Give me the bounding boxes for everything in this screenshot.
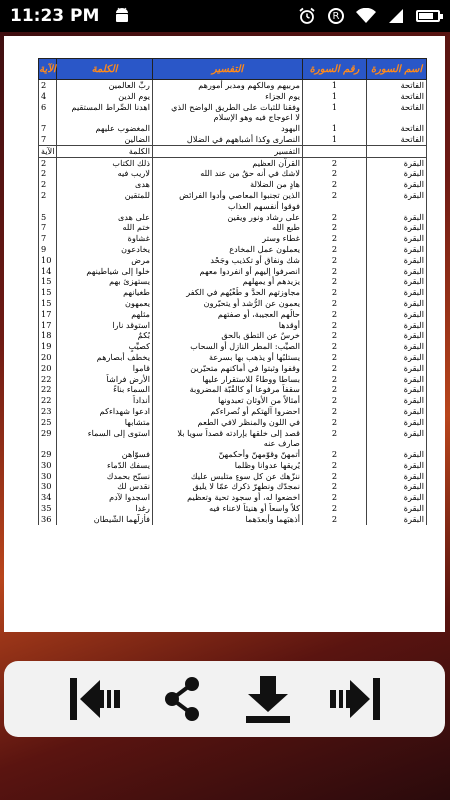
table-cell: المغضوب عليهم	[57, 123, 153, 134]
table-cell: يوم الجزاء	[153, 91, 303, 102]
table-cell: صارف عنه	[153, 438, 303, 449]
table-cell: 29	[39, 428, 57, 439]
header-surah-number: رقم السورة	[303, 59, 367, 80]
table-row	[39, 298, 427, 309]
table-cell: البقرة	[367, 244, 427, 255]
table-row	[39, 222, 427, 233]
table-cell: 2	[303, 449, 367, 460]
table-row	[39, 460, 427, 471]
table-row	[39, 244, 427, 255]
table-cell: مرض	[57, 255, 153, 266]
table-cell	[303, 145, 367, 157]
table-cell: أتمهنّ وقوّمهنّ وأحكمهنّ	[153, 449, 303, 460]
table-cell	[57, 112, 153, 123]
table-cell: قصد إلى خلقها بإرادته قصداً سويا بلا	[153, 428, 303, 439]
table-cell: الفاتحة	[367, 123, 427, 134]
table-cell: ادعوا شهداءكم	[57, 406, 153, 417]
table-cell: طغيانهم	[57, 287, 153, 298]
table-row	[39, 374, 427, 385]
table-cell: البقرة	[367, 352, 427, 363]
table-cell: أوقدها	[153, 320, 303, 331]
table-cell: 4	[39, 91, 57, 102]
table-cell	[39, 201, 57, 212]
table-cell: يعمهون	[57, 298, 153, 309]
alarm-icon	[298, 7, 316, 25]
table-cell	[303, 112, 367, 123]
table-cell: 1	[303, 102, 367, 113]
table-cell: مثلهم	[57, 309, 153, 320]
table-cell	[367, 201, 427, 212]
status-bar	[0, 0, 450, 32]
table-cell: أنداداً	[57, 395, 153, 406]
table-body	[39, 80, 427, 525]
table-cell: الأرض فراشاً	[57, 374, 153, 385]
table-cell: يستهزئ بهم	[57, 276, 153, 287]
bottom-toolbar	[4, 661, 445, 737]
table-cell: 2	[303, 471, 367, 482]
table-cell: 20	[39, 363, 57, 374]
table-cell: 15	[39, 298, 57, 309]
table-row	[39, 309, 427, 320]
download-icon	[244, 674, 292, 724]
table-cell: البقرة	[367, 168, 427, 179]
table-cell: النصارى وكذا أشباههم في الضلال	[153, 134, 303, 145]
table-cell: البقرة	[367, 157, 427, 168]
table-cell: للمتقين	[57, 190, 153, 201]
table-row	[39, 449, 427, 460]
table-cell: هادٍ من الضلالة	[153, 179, 303, 190]
table-cell: فوقوا أنفسهم العذاب	[153, 201, 303, 212]
table-row	[39, 428, 427, 439]
table-cell: 25	[39, 417, 57, 428]
table-cell: البقرة	[367, 374, 427, 385]
table-cell: خلوا إلى شياطينهم	[57, 266, 153, 277]
table-cell: الضالين	[57, 134, 153, 145]
table-cell: 2	[303, 222, 367, 233]
table-cell: الفاتحة	[367, 91, 427, 102]
table-row	[39, 352, 427, 363]
table-cell: 15	[39, 287, 57, 298]
table-cell: 1	[303, 134, 367, 145]
table-cell: 34	[39, 492, 57, 503]
table-cell: البقرة	[367, 190, 427, 201]
table-cell: نقدس لك	[57, 481, 153, 492]
table-cell: يُريقها عدوانا وظلما	[153, 460, 303, 471]
table-cell: خرسٌ عن التطق بالحق	[153, 330, 303, 341]
wifi-icon	[356, 8, 376, 24]
table-cell	[39, 112, 57, 123]
table-cell: شك ونفاق أو تكذيب وجَحْد	[153, 255, 303, 266]
table-cell: 23	[39, 406, 57, 417]
table-cell: بُكمٌ	[57, 330, 153, 341]
previous-icon	[68, 674, 124, 724]
table-cell: يعملون عمل المخادع	[153, 244, 303, 255]
table-cell: البقرة	[367, 233, 427, 244]
table-cell: 18	[39, 330, 57, 341]
table-cell: اليهود	[153, 123, 303, 134]
table-row	[39, 341, 427, 352]
table-cell: متشابها	[57, 417, 153, 428]
table-cell: البقرة	[367, 276, 427, 287]
previous-button[interactable]	[58, 669, 134, 729]
registered-icon: R	[328, 8, 344, 24]
table-cell: 2	[39, 80, 57, 91]
table-cell	[57, 201, 153, 212]
table-cell: 17	[39, 320, 57, 331]
table-cell: 2	[303, 309, 367, 320]
table-cell: 2	[39, 157, 57, 168]
table-cell: قاموا	[57, 363, 153, 374]
table-cell: يخطف أبصارهم	[57, 352, 153, 363]
table-row	[39, 363, 427, 374]
signal-icon	[388, 8, 404, 24]
table-cell: مجاوزتهم الحدَّ و طُغْيُهم في الكفر	[153, 287, 303, 298]
table-cell: البقرة	[367, 471, 427, 482]
table-cell: البقرة	[367, 492, 427, 503]
table-cell: لا اعوجاج فيه وهو الإسلام	[153, 112, 303, 123]
table-cell: 2	[303, 374, 367, 385]
table-cell: وفقنا للثبات على الطريق الواضح الذي	[153, 102, 303, 113]
table-cell: 35	[39, 503, 57, 514]
table-cell: الآية	[39, 145, 57, 157]
table-cell: وقفوا وثبتوا في أماكنهم متحيّرين	[153, 363, 303, 374]
table-cell: 2	[303, 168, 367, 179]
table-cell: 22	[39, 374, 57, 385]
glossary-table	[38, 58, 427, 525]
table-cell: 2	[303, 287, 367, 298]
table-row	[39, 80, 427, 91]
table-cell: 2	[303, 395, 367, 406]
table-cell: اهدنا الصِّراط المستقيم	[57, 102, 153, 113]
table-row	[39, 481, 427, 492]
table-cell: 30	[39, 471, 57, 482]
table-cell: البقرة	[367, 460, 427, 471]
table-cell: طبع الله	[153, 222, 303, 233]
table-row	[39, 145, 427, 157]
table-row	[39, 514, 427, 525]
table-cell: على رشاد ونور ويقين	[153, 212, 303, 223]
table-cell: 2	[303, 266, 367, 277]
table-cell: البقرة	[367, 395, 427, 406]
table-row	[39, 471, 427, 482]
table-row	[39, 384, 427, 395]
table-cell: لاريب فيه	[57, 168, 153, 179]
table-cell: أذهبَهما وأبعدَهما	[153, 514, 303, 525]
table-cell: 2	[39, 168, 57, 179]
table-row	[39, 179, 427, 190]
table-row	[39, 201, 427, 212]
table-cell: على هدى	[57, 212, 153, 223]
table-cell: 22	[39, 395, 57, 406]
table-cell: القرآن العظيم	[153, 157, 303, 168]
download-button[interactable]	[230, 669, 306, 729]
table-row	[39, 212, 427, 223]
table-row	[39, 233, 427, 244]
table-cell: البقرة	[367, 428, 427, 439]
table-row	[39, 406, 427, 417]
table-row	[39, 438, 427, 449]
table-cell: 2	[303, 384, 367, 395]
header-tafsir: التفسير	[153, 59, 303, 80]
header-word: الكلمة	[57, 59, 153, 80]
table-cell: 2	[303, 341, 367, 352]
table-cell: استوقد نارا	[57, 320, 153, 331]
table-cell: 15	[39, 276, 57, 287]
table-cell: 2	[303, 514, 367, 525]
table-cell: 1	[303, 123, 367, 134]
table-row	[39, 190, 427, 201]
table-cell: البقرة	[367, 309, 427, 320]
table-row	[39, 320, 427, 331]
table-cell: ربِّ العالمين	[57, 80, 153, 91]
table-cell	[303, 201, 367, 212]
table-row	[39, 395, 427, 406]
table-cell: 2	[303, 406, 367, 417]
table-cell: 7	[39, 233, 57, 244]
table-cell: 9	[39, 244, 57, 255]
table-cell: البقرة	[367, 222, 427, 233]
table-cell: 2	[303, 179, 367, 190]
table-cell: 2	[303, 276, 367, 287]
table-cell: يخادعون	[57, 244, 153, 255]
table-cell: هدى	[57, 179, 153, 190]
table-cell: مربيهم ومالكهم ومدبر أمورهم	[153, 80, 303, 91]
header-ayah: الآية	[39, 59, 57, 80]
table-row	[39, 330, 427, 341]
table-row	[39, 255, 427, 266]
table-cell: البقرة	[367, 320, 427, 331]
table-cell: أمثالاً من الأوثان تعبدونها	[153, 395, 303, 406]
table-cell: 1	[303, 91, 367, 102]
table-cell: البقرة	[367, 417, 427, 428]
table-cell: البقرة	[367, 503, 427, 514]
table-cell: اخضعوا له، أو سجود تحية وتعظيم	[153, 492, 303, 503]
table-cell	[367, 145, 427, 157]
table-row	[39, 287, 427, 298]
table-cell	[367, 112, 427, 123]
next-button[interactable]	[316, 669, 392, 729]
table-cell: 2	[303, 492, 367, 503]
table-cell: البقرة	[367, 481, 427, 492]
table-cell: كصيِّبٍ	[57, 341, 153, 352]
table-row	[39, 134, 427, 145]
table-cell: البقرة	[367, 406, 427, 417]
battery-icon	[416, 10, 440, 22]
table-cell: ننزّهك عن كل سوءٍ متلبس عليك	[153, 471, 303, 482]
table-cell: 30	[39, 460, 57, 471]
table-cell: انصرفوا إليهم أو انفردوا معهم	[153, 266, 303, 277]
table-cell: 6	[39, 102, 57, 113]
table-cell: 2	[303, 190, 367, 201]
table-cell: 7	[39, 134, 57, 145]
table-cell: احضروا آلهتكم أو نُصراءكم	[153, 406, 303, 417]
table-cell: الصيِّب: المطر النازل أو السحاب	[153, 341, 303, 352]
table-cell: 2	[39, 179, 57, 190]
table-cell: 2	[303, 244, 367, 255]
table-cell: الفاتحة	[367, 134, 427, 145]
table-cell	[39, 438, 57, 449]
table-cell: 7	[39, 222, 57, 233]
table-cell: 2	[303, 157, 367, 168]
table-cell: ختم الله	[57, 222, 153, 233]
table-cell: 29	[39, 449, 57, 460]
table-cell: 2	[303, 503, 367, 514]
table-row	[39, 266, 427, 277]
share-button[interactable]	[144, 669, 220, 729]
table-cell: الكلمة	[57, 145, 153, 157]
table-cell: البقرة	[367, 341, 427, 352]
table-cell: 2	[303, 330, 367, 341]
table-cell: البقرة	[367, 363, 427, 374]
table-cell: البقرة	[367, 514, 427, 525]
table-cell: 2	[303, 417, 367, 428]
table-cell: 2	[303, 212, 367, 223]
table-cell: في اللون والمنظر لافي الطعم	[153, 417, 303, 428]
table-cell: استوى إلى السماء	[57, 428, 153, 439]
table-cell: الذين تجنبوا المعاصي وأدوا الفرائض	[153, 190, 303, 201]
table-cell: لاشك في أنه حقٌ من عند الله	[153, 168, 303, 179]
android-icon	[113, 7, 131, 25]
table-cell: نسبّح بحمدك	[57, 471, 153, 482]
table-row	[39, 91, 427, 102]
table-cell: بساطا ووطاءً للاستقرار عليها	[153, 374, 303, 385]
header-surah-name: اسم السورة	[367, 59, 427, 80]
table-cell: 2	[303, 363, 367, 374]
table-cell: البقرة	[367, 449, 427, 460]
table-row	[39, 112, 427, 123]
table-cell: يعمون عن الرُّشد أو يتحيّرون	[153, 298, 303, 309]
table-cell: يوم الدين	[57, 91, 153, 102]
table-cell: الفاتحة	[367, 80, 427, 91]
table-cell: 7	[39, 123, 57, 134]
table-cell: الفاتحة	[367, 102, 427, 113]
table-cell	[303, 438, 367, 449]
document-page[interactable]	[4, 36, 445, 632]
table-cell: 1	[303, 80, 367, 91]
table-cell: غشاوة	[57, 233, 153, 244]
table-cell: 2	[303, 233, 367, 244]
table-cell	[57, 438, 153, 449]
table-cell: 22	[39, 384, 57, 395]
table-cell: 2	[303, 298, 367, 309]
table-cell: يسفك الدّماء	[57, 460, 153, 471]
status-time: 11:23 PM	[10, 6, 100, 26]
table-cell: 2	[39, 190, 57, 201]
table-cell: البقرة	[367, 255, 427, 266]
table-cell: البقرة	[367, 287, 427, 298]
table-row	[39, 168, 427, 179]
table-cell: 2	[303, 481, 367, 492]
table-cell: 2	[303, 428, 367, 439]
table-cell: البقرة	[367, 330, 427, 341]
table-cell: 2	[303, 320, 367, 331]
table-cell: ذلك الكتاب	[57, 157, 153, 168]
table-cell: 17	[39, 309, 57, 320]
table-cell: رغدا	[57, 503, 153, 514]
glossary-document	[38, 58, 426, 525]
table-cell: اسجدوا لآدم	[57, 492, 153, 503]
table-row	[39, 492, 427, 503]
table-row	[39, 123, 427, 134]
table-cell: 19	[39, 341, 57, 352]
table-cell: البقرة	[367, 212, 427, 223]
next-icon	[326, 674, 382, 724]
table-cell: 2	[303, 255, 367, 266]
table-cell: البقرة	[367, 179, 427, 190]
table-row	[39, 417, 427, 428]
table-cell	[367, 438, 427, 449]
table-cell: سقفاً مرفوعا أو كالقُبّة المضروبة	[153, 384, 303, 395]
table-header-row	[39, 59, 427, 80]
table-cell: نمجدّك ونطهرّ ذكرك عمّا لا يليق	[153, 481, 303, 492]
table-cell: غطاء وستر	[153, 233, 303, 244]
table-cell: البقرة	[367, 384, 427, 395]
table-cell: التفسير	[153, 145, 303, 157]
table-cell: 36	[39, 514, 57, 525]
table-row	[39, 503, 427, 514]
table-row	[39, 276, 427, 287]
table-cell: 14	[39, 266, 57, 277]
table-cell: 2	[303, 460, 367, 471]
table-cell: 10	[39, 255, 57, 266]
table-cell: يزيدهم أو يمهلهم	[153, 276, 303, 287]
share-icon	[162, 676, 202, 722]
table-row	[39, 102, 427, 113]
table-cell: 2	[303, 352, 367, 363]
table-cell: السماء بناءً	[57, 384, 153, 395]
table-cell: حالُهم العجيبة، أو صفتهم	[153, 309, 303, 320]
table-cell: كلاً واسعاً أو هنيئاً لاعناء فيه	[153, 503, 303, 514]
table-cell: 5	[39, 212, 57, 223]
table-cell: فسوّاهن	[57, 449, 153, 460]
table-cell: 20	[39, 352, 57, 363]
table-row	[39, 157, 427, 168]
table-cell: 30	[39, 481, 57, 492]
table-cell: البقرة	[367, 266, 427, 277]
table-cell: البقرة	[367, 298, 427, 309]
table-cell: يستلبُها أو يذهب بها بسرعة	[153, 352, 303, 363]
table-cell: فأزلّهما الشّيطان	[57, 514, 153, 525]
